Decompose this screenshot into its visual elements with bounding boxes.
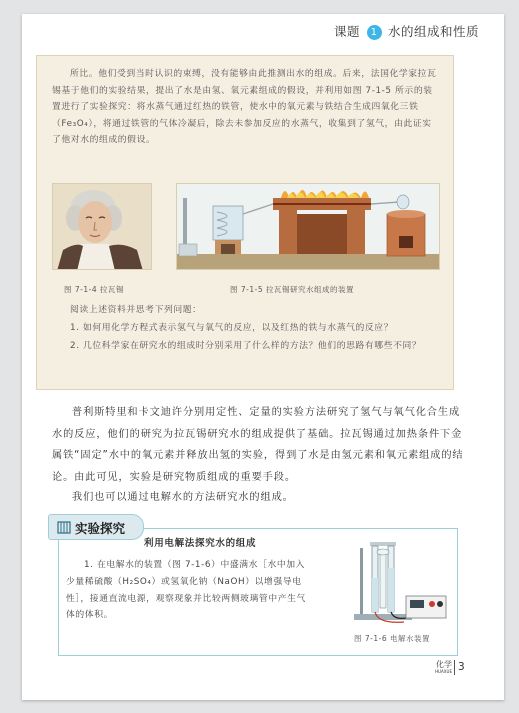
footer-divider xyxy=(454,660,455,675)
apparatus-illustration xyxy=(176,183,440,270)
figure-caption-apparatus: 图 7-1-5 拉瓦锡研究水组成的装置 xyxy=(230,285,354,294)
brand-en: HUAXUE xyxy=(435,669,452,674)
question-2: 2. 几位科学家在研究水的组成时分别采用了什么样的方法？他们的思路有哪些不同？ xyxy=(70,341,422,351)
figure-caption-lavoisier: 图 7-1-4 拉瓦锡 xyxy=(64,285,124,294)
page-number: 3 xyxy=(458,661,465,673)
beaker-icon xyxy=(57,520,71,534)
experiment-tab xyxy=(48,514,144,540)
reading-text: 所比。他们受到当时认识的束缚，没有能够由此推测出水的组成。后来，法国化学家拉瓦锡基于他们的实验结果，提出了水是由氢、氧元素组成的假设，并利用如图 7-1-5 所示的装置进行了实验探究：将水蒸气通过红热的铁管，使水中的氧元素与铁结合生成四氧化三铁（Fe₃O₄），将通过铁管的气体冷凝后，除去未参加反应的水蒸气，收集到了氢气，由此证实了他对水的组成的假设。 xyxy=(52,69,437,146)
header-title: 水的组成和性质 xyxy=(387,24,479,39)
body-paragraph-1: 普利斯特里和卡文迪许分别用定性、定量的实验方法研究了氢气与氧气化合生成水的反应，他们的研究为拉瓦锡研究水的组成提供了基础。拉瓦锡通过加热条件下金属铁“固定”水中的氧元素并释放出氢的实验，得到了水是由氢元素和氧元素组成的结论。由此可见，实验是研究物质组成的重要手段。 xyxy=(52,407,464,483)
subject-brand xyxy=(428,660,452,674)
question-1: 1. 如何用化学方程式表示氢气与氧气的反应，以及红热的铁与水蒸气的反应？ xyxy=(70,323,394,333)
lavoisier-portrait xyxy=(52,183,152,270)
figure-caption-electrolysis: 图 7-1-6 电解水装置 xyxy=(354,634,430,643)
header-prefix: 课题 xyxy=(334,24,361,39)
body-paragraph-2: 我们也可以通过电解水的方法研究水的组成。 xyxy=(72,492,294,503)
reading-prompt: 阅读上述资料并思考下列问题： xyxy=(70,305,202,315)
electrolysis-apparatus xyxy=(350,538,452,630)
topic-number-badge: 1 xyxy=(367,25,382,40)
experiment-text: 1. 在电解水的装置（图 7-1-6）中盛满水［水中加入少量稀硫酸（H₂SO₄）或氢氧化钠（NaOH）以增强导电性］，接通直流电源，观察现象并比较两侧玻璃管中产生气体的体积。 xyxy=(66,560,306,621)
experiment-title: 利用电解法探究水的组成 xyxy=(144,538,257,549)
chapter-header xyxy=(334,22,479,40)
experiment-label: 实验探究 xyxy=(75,521,126,536)
brand-cn: 化学 xyxy=(436,660,452,669)
